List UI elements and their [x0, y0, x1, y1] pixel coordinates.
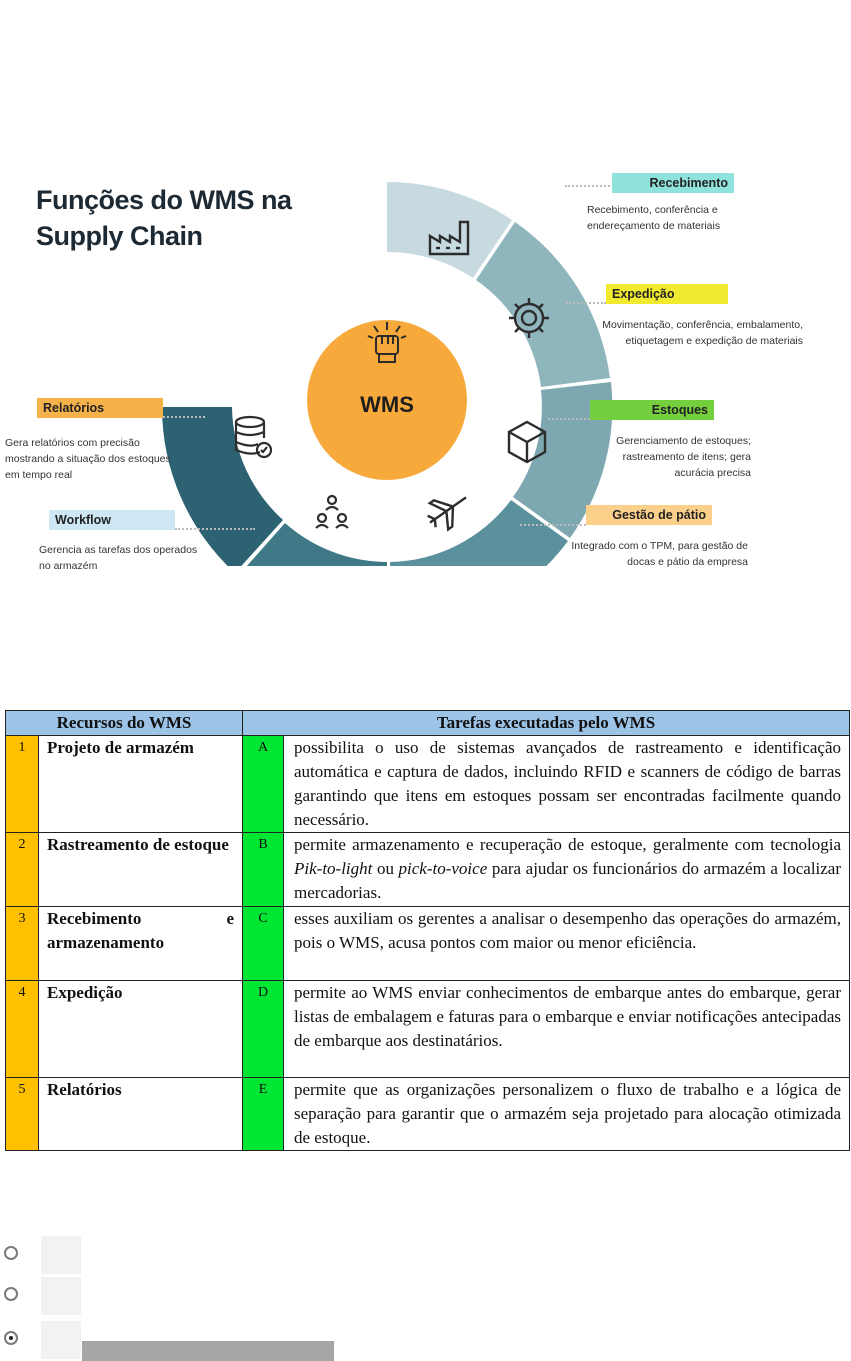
resource-name: Projeto de armazém [39, 736, 243, 833]
option-label-area [41, 1321, 81, 1359]
desc-workflow [39, 542, 229, 574]
task-description: possibilita o uso de sistemas avançados de rastreamento e identificação automática e captura de dados, incluindo RFID e scanners de código de barras garantindo que itens em estoques possam ser encontradas facilmente quando necessário. [284, 736, 850, 833]
table-row [6, 907, 850, 981]
task-letter: E [243, 1078, 284, 1151]
dotted-connector [548, 418, 590, 420]
option-label-area [41, 1236, 81, 1274]
task-letter: A [243, 736, 284, 833]
resource-name: Relatórios [39, 1078, 243, 1151]
task-description: permite ao WMS enviar conhecimentos de embarque antes do embarque, gerar listas de embalagem e faturas para o embarque e enviar notificações antecipadas de embarque aos destinatários. [284, 981, 850, 1078]
wms-matching-table [5, 710, 850, 1151]
desc-line: Gerencia as tarefas dos operados [39, 544, 198, 556]
label-recebimento: Recebimento [612, 173, 734, 193]
task-description: permite que as organizações personalizem o fluxo de trabalho e a lógica de separação para garantir que o armazém seja projetado para alocação otimizada de estoque. [284, 1078, 850, 1151]
radio-button[interactable] [4, 1287, 18, 1301]
desc-line: acurácia precisa [674, 467, 751, 479]
task-letter: D [243, 981, 284, 1078]
desc-gestao-patio [540, 538, 748, 570]
desc-line: Recebimento, conferência e [587, 204, 718, 216]
desc-line: docas e pátio da empresa [627, 556, 748, 568]
radio-button-selected[interactable] [4, 1331, 18, 1345]
infographic-title-line2: Supply Chain [36, 221, 203, 251]
desc-recebimento [587, 202, 757, 234]
task-letter: B [243, 833, 284, 907]
desc-expedicao [560, 317, 803, 349]
dotted-connector [565, 185, 610, 187]
resource-number: 4 [6, 981, 39, 1078]
header-recursos: Recursos do WMS [6, 711, 243, 736]
database-icon [236, 417, 271, 457]
dotted-connector [520, 524, 586, 526]
answer-text-placeholder [82, 1341, 334, 1361]
task-letter: C [243, 907, 284, 981]
resource-name: Expedição [39, 981, 243, 1078]
task-text-italic: Pik-to-light [294, 859, 373, 878]
resource-number: 2 [6, 833, 39, 907]
table-header-row [6, 711, 850, 736]
dotted-connector [163, 416, 205, 418]
task-text-italic: pick-to-voice [398, 859, 488, 878]
radio-button[interactable] [4, 1246, 18, 1260]
header-tarefas: Tarefas executadas pelo WMS [243, 711, 850, 736]
resource-number: 5 [6, 1078, 39, 1151]
desc-line: Gera relatórios com precisão [5, 437, 140, 449]
table-row [6, 833, 850, 907]
desc-line: Movimentação, conferência, embalamento, [602, 319, 803, 331]
desc-estoques [580, 433, 751, 481]
dotted-connector [175, 528, 255, 530]
people-network-icon [316, 496, 348, 528]
resource-name: Rastreamento de estoque [39, 833, 243, 907]
label-relatorios: Relatórios [37, 398, 163, 418]
table-row [6, 981, 850, 1078]
resource-number: 1 [6, 736, 39, 833]
answer-option-3[interactable] [0, 1321, 81, 1359]
desc-line: Integrado com o TPM, para gestão de [571, 540, 748, 552]
desc-line: rastreamento de itens; gera [622, 451, 751, 463]
task-text: para ajudar os funcionários do armazém a localizar mercadorias. [294, 859, 842, 902]
resource-number: 3 [6, 907, 39, 981]
label-workflow: Workflow [49, 510, 175, 530]
resource-name: Recebimento e armazenamento [39, 907, 243, 981]
desc-line: endereçamento de materiais [587, 220, 721, 232]
answer-option-1[interactable] [0, 1236, 81, 1274]
answer-option-2[interactable] [0, 1277, 81, 1315]
label-estoques: Estoques [590, 400, 714, 420]
table-row [6, 736, 850, 833]
task-description: esses auxiliam os gerentes a analisar o desempenho das operações do armazém, pois o WMS, acusa pontos com maior ou menor eficiência. [284, 907, 850, 981]
wms-infographic [0, 160, 851, 580]
dotted-connector [566, 302, 606, 304]
desc-line: em tempo real [5, 469, 73, 481]
desc-line: etiquetagem e expedição de materiais [625, 335, 803, 347]
airplane-icon [421, 484, 475, 535]
label-gestao-patio: Gestão de pátio [586, 505, 712, 525]
task-text: ou [372, 859, 399, 878]
desc-line: mostrando a situação dos estoques [5, 453, 171, 465]
task-description [284, 833, 850, 907]
table-row [6, 1078, 850, 1151]
desc-line: no armazém [39, 560, 98, 572]
infographic-title-line1: Funções do WMS na [36, 185, 292, 215]
desc-relatorios [5, 435, 205, 483]
wms-center-label: WMS [360, 392, 414, 417]
label-expedicao: Expedição [606, 284, 728, 304]
option-label-area [41, 1277, 81, 1315]
task-text: permite armazenamento e recuperação de estoque, geralmente com tecnologia [294, 835, 842, 854]
desc-line: Gerenciamento de estoques; [616, 435, 751, 447]
